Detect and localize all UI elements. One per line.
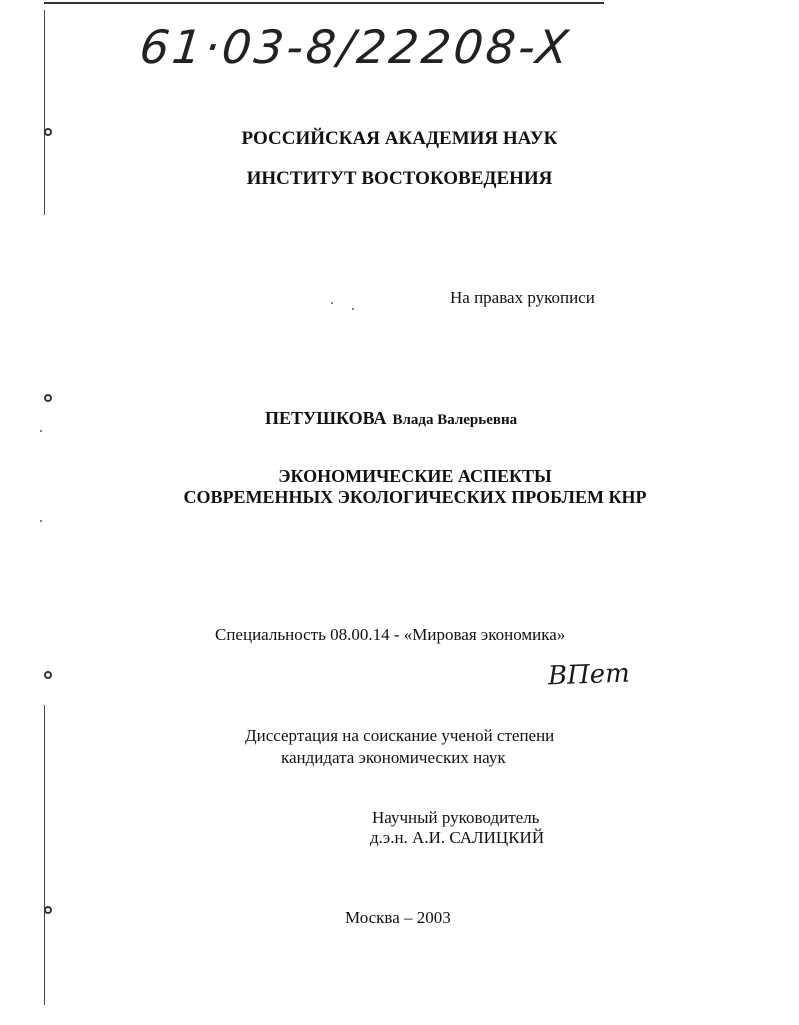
- institute-name: ИНСТИТУТ ВОСТОКОВЕДЕНИЯ: [246, 168, 553, 189]
- author-surname: ПЕТУШКОВА: [265, 408, 387, 428]
- manuscript-rights-note: На правах рукописи: [450, 288, 595, 307]
- scan-top-edge: [44, 2, 604, 4]
- binding-hole-mark: [44, 394, 52, 402]
- handwritten-archive-number: 61·03-8/22208-X: [137, 20, 574, 74]
- dissertation-title-line-1: ЭКОНОМИЧЕСКИЕ АСПЕКТЫ: [278, 466, 552, 486]
- supervisor-name: д.э.н. А.И. САЛИЦКИЙ: [370, 828, 545, 847]
- dissertation-title-line-2: СОВРЕМЕННЫХ ЭКОЛОГИЧЕСКИХ ПРОБЛЕМ КНР: [183, 487, 647, 507]
- author-name: [265, 408, 517, 429]
- author-given-names: Влада Валерьевна: [392, 412, 518, 428]
- degree-line-1: Диссертация на соискание ученой степени: [245, 726, 555, 745]
- scan-left-edge-lower: [44, 705, 45, 1005]
- scan-speck: [40, 520, 42, 522]
- specialty-line: Специальность 08.00.14 - «Мировая экономика»: [215, 625, 566, 644]
- degree-line-2: кандидата экономических наук: [281, 748, 506, 767]
- scan-speck: [40, 430, 42, 432]
- academy-name: РОССИЙСКАЯ АКАДЕМИЯ НАУК: [241, 128, 558, 149]
- city-year: Москва – 2003: [345, 908, 451, 927]
- scan-speck: [352, 308, 354, 310]
- scan-speck: [331, 302, 333, 304]
- binding-hole-mark: [44, 671, 52, 679]
- author-signature: ВПет: [547, 658, 631, 692]
- supervisor-label: Научный руководитель: [372, 808, 540, 827]
- binding-hole-mark: [44, 906, 52, 914]
